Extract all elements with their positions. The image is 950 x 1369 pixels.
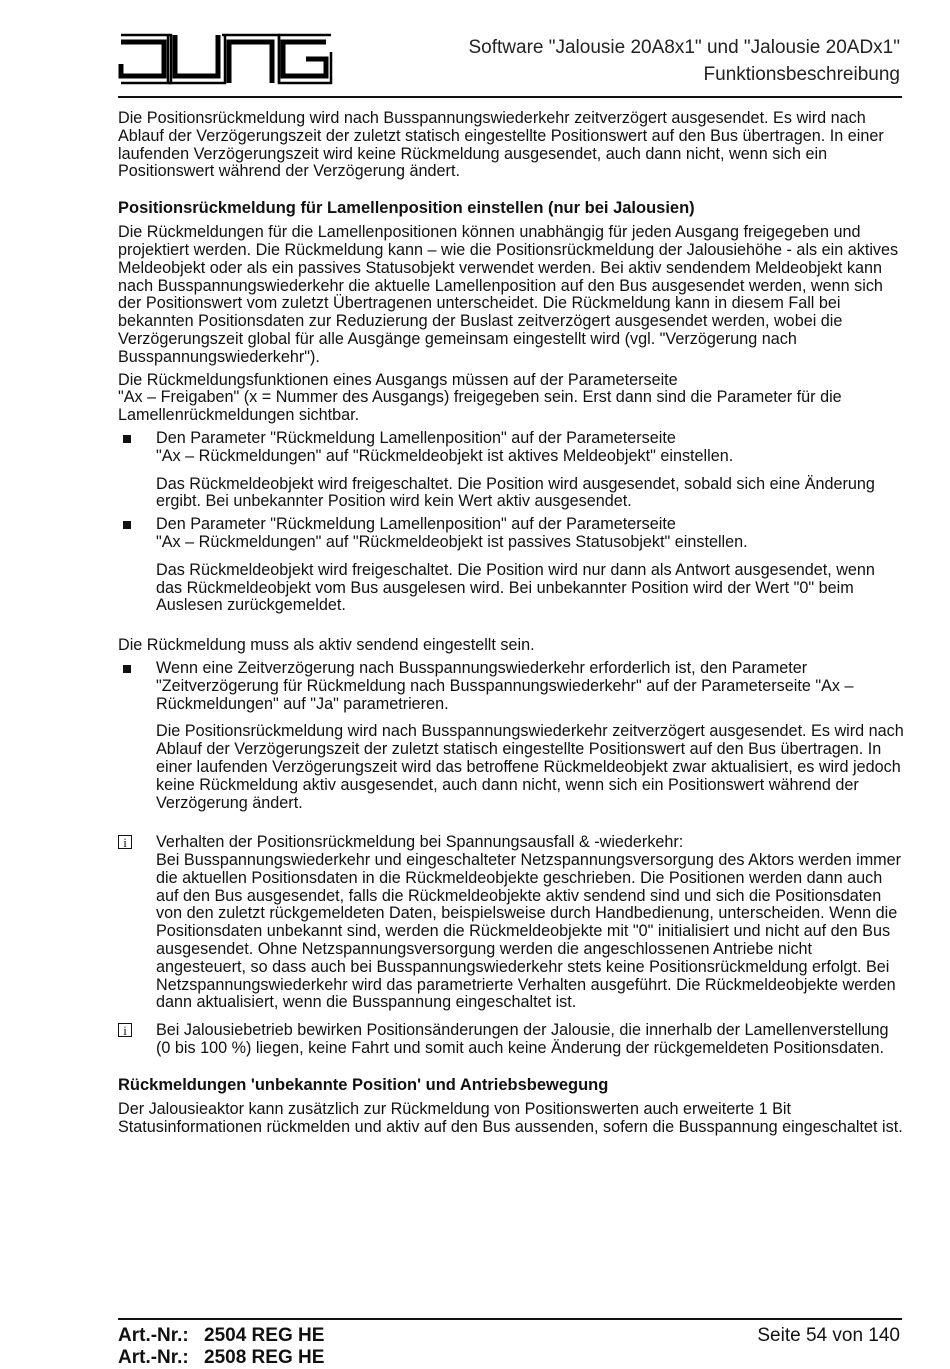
bullet-text: Den Parameter "Rückmeldung Lamellenposition" auf der Parameterseite: [156, 515, 676, 534]
info-icon: i: [118, 1023, 132, 1037]
info-note: [118, 834, 904, 1012]
article-number: 2504 REG HE: [204, 1325, 325, 1346]
header-rule: [118, 96, 902, 98]
footer-rule: [118, 1318, 902, 1320]
page-number: Seite 54 von 140: [757, 1325, 900, 1346]
section-heading-status: Rückmeldungen 'unbekannte Position' und Antriebsbewegung: [118, 1075, 609, 1094]
list-item: [118, 516, 904, 615]
section-heading-lamellen: Positionsrückmeldung für Lamellenposition einstellen (nur bei Jalousien): [118, 199, 695, 218]
article-label: Art.-Nr.:: [118, 1325, 189, 1346]
info-icon: i: [118, 835, 132, 849]
page-body: [118, 110, 904, 1136]
bullet-text: "Ax – Rückmeldungen" auf "Rückmeldeobjekt ist passives Statusobjekt" einstellen.: [156, 532, 748, 551]
bullet-result: Das Rückmeldeobjekt wird freigeschaltet. Die Position wird ausgesendet, sobald sich eine Änderung ergibt. Bei unbekannter Position wird kein Wert aktiv ausgesendet.: [156, 474, 875, 511]
bullet-text: "Ax – Rückmeldungen" auf "Rückmeldeobjekt ist aktives Meldeobjekt" einstellen.: [156, 446, 734, 465]
paragraph-active: Die Rückmeldung muss als aktiv sendend eingestellt sein.: [118, 636, 535, 655]
article-label: Art.-Nr.:: [118, 1347, 189, 1368]
article-numbers: [118, 1325, 324, 1369]
info-text: Bei Jalousiebetrieb bewirken Positionsänderungen der Jalousie, die innerhalb der Lamellenverstellung (0 bis 100 %) liegen, keine Fahrt und somit auch keine Änderung der rückgemeldeten Positionsdaten.: [156, 1021, 889, 1058]
info-text: Bei Busspannungswiederkehr und eingeschalteter Netzspannungsversorgung des Aktors werden immer die aktuellen Positionsdaten in die Rückmeldeobjekte geschrieben. Die Positionen werden dann auch auf den Bus ausgesendet, falls die Rückmeldeobjekte aktiv sendend sind und sich die Positionsdaten von den zuletzt rückgemeldeten Daten, beispielsweise durch Handbedienung, unterscheiden. Wenn die Positionsdaten unbekannt sind, werden die Rückmeldeobjekte mit "0" initialisiert und nicht auf den Bus ausgesendet. Ohne Netzspannungsversorgung werden die angeschlossenen Antriebe nicht angesteuert, so dass auch bei Busspannungswiederkehr stets keine Positionsrückmeldung erfolgt. Bei Netzspannungswiederkehr wird das parametrierte Verhalten ausgeführt. Die Rückmeldeobjekte werden dann aktualisiert, wenn die Busspannung eingeschaltet ist.: [156, 851, 902, 1012]
document-header: [468, 34, 900, 88]
info-note: [118, 1022, 904, 1058]
list-item: [118, 430, 904, 511]
header-title: Software "Jalousie 20A8x1" und "Jalousie 20ADx1": [468, 37, 900, 58]
bullet-icon: [123, 665, 131, 673]
bullet-text: Den Parameter "Rückmeldung Lamellenposition" auf der Parameterseite: [156, 428, 676, 447]
paragraph-enable-line1: Die Rückmeldungsfunktionen eines Ausgangs müssen auf der Parameterseite: [118, 370, 678, 389]
bullet-icon: [123, 521, 131, 529]
bullet-text: Wenn eine Zeitverzögerung nach Busspannungswiederkehr erforderlich ist, den Parameter "Zeitverzögerung für Rückmeldung nach Busspannungswiederkehr" auf der Parameterseite "Ax – Rückmeldungen" auf "Ja" parametrieren.: [156, 658, 854, 713]
bullet-result: Das Rückmeldeobjekt wird freigeschaltet. Die Position wird nur dann als Antwort ausgesendet, wenn das Rückmeldeobjekt vom Bus ausgelesen wird. Bei unbekannter Position wird der Wert "0" beim Auslesen zurückgemeldet.: [156, 560, 875, 615]
paragraph-lamellen: Die Rückmeldungen für die Lamellenpositionen können unabhängig für jeden Ausgang freigegeben und projektiert werden. Die Rückmeldung kann – wie die Positionsrückmeldung der Jalousiehöhe - als ein aktives Meldeobjekt oder als ein passives Statusobjekt verwendet werden. Bei aktiv sendendem Meldeobjekt kann nach Busspannungswiederkehr die aktuelle Lamellenposition auf den Bus ausgesendet werden, wenn sich der Positionswert vom zuletzt Übertragenen unterscheidet. Die Rückmeldung kann in diesem Fall bei bekannten Positionsdaten zur Reduzierung der Buslast zeitverzögert ausgesendet werden, wobei die Verzögerungszeit global für alle Ausgänge gemeinsam eingestellt wird (vgl. "Verzögerung nach Busspannungswiederkehr").: [118, 223, 899, 366]
paragraph-intro: Die Positionsrückmeldung wird nach Busspannungswiederkehr zeitverzögert ausgesendet. Es wird nach Ablauf der Verzögerungszeit der zuletzt statisch eingestellte Positionswert auf den Bus übertragen. In einer laufenden Verzögerungszeit wird keine Rückmeldung ausgesendet, auch dann nicht, wenn sich ein Positionswert während der Verzögerung ändert.: [118, 109, 884, 181]
article-number: 2508 REG HE: [204, 1347, 325, 1368]
bullet-result: Die Positionsrückmeldung wird nach Busspannungswiederkehr zeitverzögert ausgesendet. Es wird nach Ablauf der Verzögerungszeit der zuletzt statisch eingestellte Positionswert auf den Bus übertragen. In einer laufenden Verzögerungszeit wird das betroffene Rückmeldeobjekt zwar aktualisiert, es wird jedoch keine Rückmeldung aktiv ausgesendet, auch dann nicht, wenn sich ein Positionswert während der Verzögerung ändert.: [156, 722, 904, 812]
list-item: [118, 660, 904, 812]
paragraph-enable-line2: "Ax – Freigaben" (x = Nummer des Ausgangs) freigegeben sein. Erst dann sind die Parameter für die Lamellenrückmeldungen sichtbar.: [118, 388, 842, 425]
header-subtitle: Funktionsbeschreibung: [703, 64, 900, 85]
info-title: Verhalten der Positionsrückmeldung bei Spannungsausfall & -wiederkehr:: [156, 833, 684, 852]
paragraph-status: Der Jalousieaktor kann zusätzlich zur Rückmeldung von Positionswerten auch erweiterte 1 Bit Statusinformationen rückmelden und aktiv auf den Bus aussenden, sofern die Busspannung eingeschaltet ist.: [118, 1099, 903, 1136]
jung-logo: [118, 32, 334, 86]
bullet-icon: [123, 435, 131, 443]
